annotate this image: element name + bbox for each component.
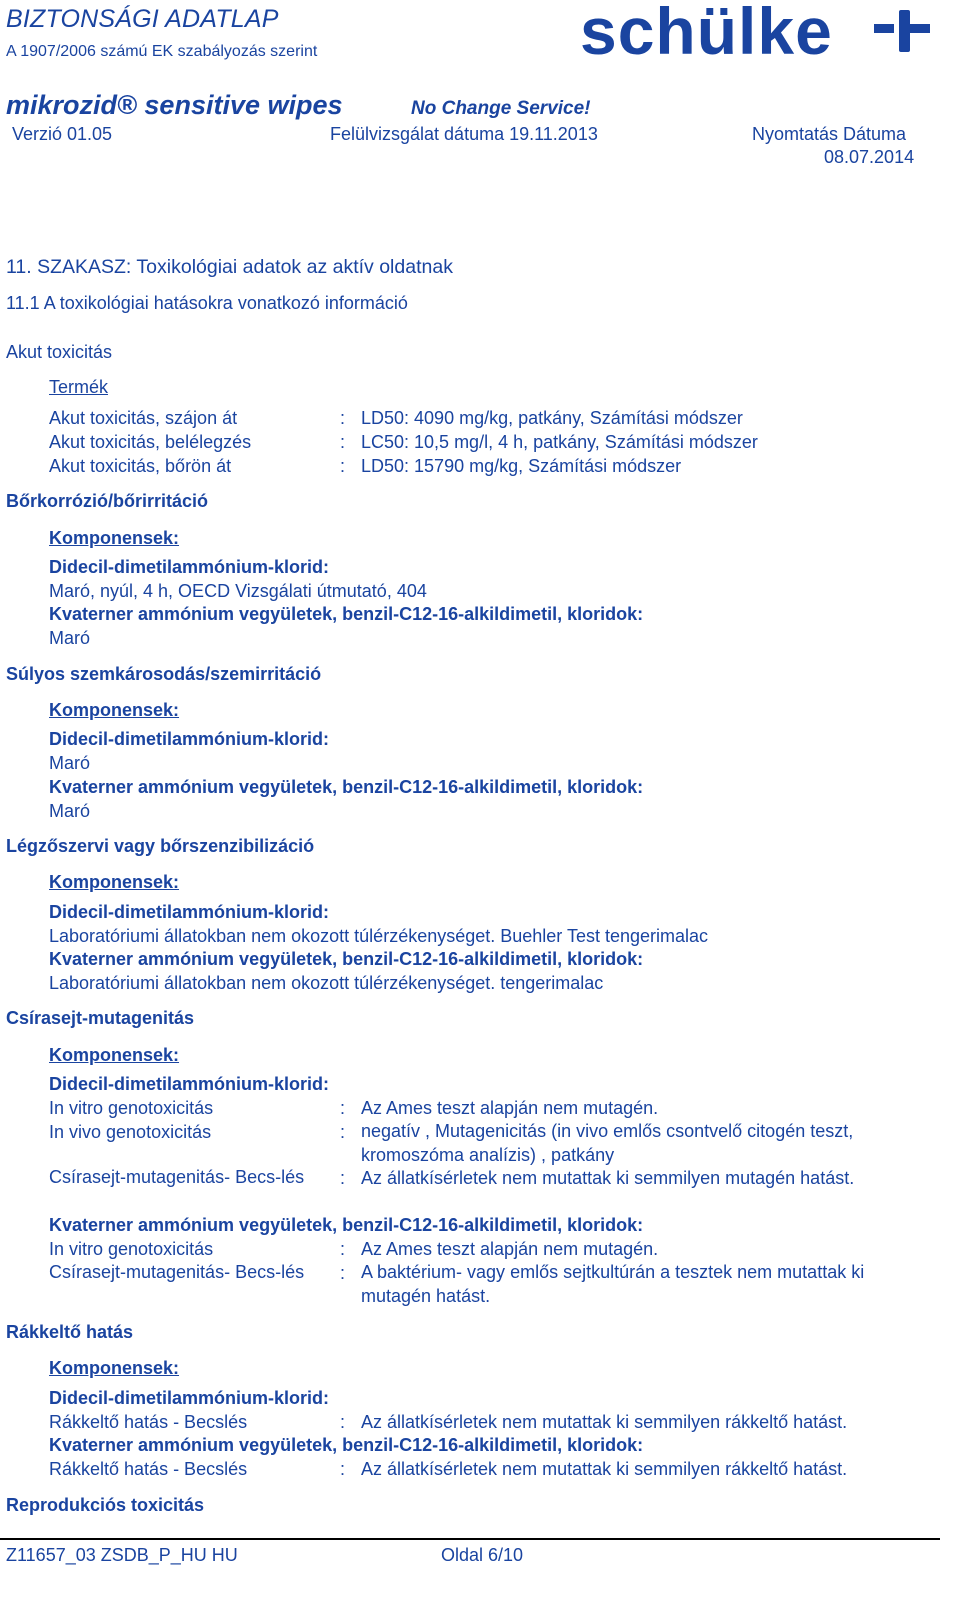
muta-row-value: Az állatkísérletek nem mutattak ki semmilyen mutagén hatást.	[361, 1168, 855, 1188]
muta-row-sep: :	[340, 1168, 346, 1188]
carc-row-label: Rákkeltő hatás - Becslés	[49, 1459, 248, 1479]
muta-row-sep: :	[340, 1122, 346, 1142]
acute-row-sep: :	[340, 432, 346, 452]
eye-components-label: Komponensek:	[49, 700, 180, 720]
acute-row-label: Akut toxicitás, szájon át	[49, 408, 238, 428]
carc-row-sep: :	[340, 1412, 346, 1432]
product-name: mikrozid® sensitive wipes	[6, 90, 343, 120]
acute-row-label: Akut toxicitás, belélegzés	[49, 432, 252, 452]
acute-row-sep: :	[340, 408, 346, 428]
footer-doc-code: Z11657_03 ZSDB_P_HU HU	[6, 1545, 238, 1565]
muta-row-sep: :	[340, 1239, 346, 1259]
muta-components-label: Komponensek:	[49, 1045, 180, 1065]
muta-row-label: Csírasejt-mutagenitás- Becs-lés	[49, 1167, 305, 1187]
eye-component-2: Kvaterner ammónium vegyületek, benzil-C12-16-alkildimetil, kloridok:	[49, 777, 644, 797]
revision-date: Felülvizsgálat dátuma 19.11.2013	[330, 124, 598, 144]
carc-row-sep: :	[340, 1459, 346, 1479]
schulke-logo	[580, 0, 932, 66]
skin-components-label: Komponensek:	[49, 528, 180, 548]
carc-row-label: Rákkeltő hatás - Becslés	[49, 1412, 248, 1432]
muta-row-label: In vivo genotoxicitás	[49, 1122, 212, 1142]
acute-heading: Akut toxicitás	[6, 342, 113, 362]
acute-row-label: Akut toxicitás, bőrön át	[49, 456, 232, 476]
muta-row-sep: :	[340, 1263, 346, 1283]
eye-component-1-text: Maró	[49, 753, 91, 773]
no-change-service: No Change Service!	[411, 98, 591, 119]
carc-component-2: Kvaterner ammónium vegyületek, benzil-C12-16-alkildimetil, kloridok:	[49, 1435, 644, 1455]
muta-component-2: Kvaterner ammónium vegyületek, benzil-C12-16-alkildimetil, kloridok:	[49, 1215, 644, 1235]
skin-heading: Bőrkorrózió/bőrirritáció	[6, 491, 209, 511]
print-date-label: Nyomtatás Dátuma	[752, 124, 907, 144]
muta-heading: Csírasejt-mutagenitás	[6, 1008, 195, 1028]
footer-page-number: Oldal 6/10	[441, 1545, 524, 1565]
section-subtitle: 11.1 A toxikológiai hatásokra vonatkozó információ	[6, 293, 408, 313]
eye-heading: Súlyos szemkárosodás/szemirritáció	[6, 664, 322, 684]
footer-divider	[0, 1538, 940, 1540]
logo-symbol-icon	[874, 10, 930, 52]
sens-components-label: Komponensek:	[49, 872, 180, 892]
skin-component-2-text: Maró	[49, 628, 91, 648]
version: Verzió 01.05	[12, 124, 113, 144]
document-title: BIZTONSÁGI ADATLAP	[6, 5, 279, 33]
muta-component-1: Didecil-dimetilammónium-klorid:	[49, 1074, 330, 1094]
sens-component-1: Didecil-dimetilammónium-klorid:	[49, 902, 330, 922]
carc-row-value: Az állatkísérletek nem mutattak ki semmilyen rákkeltő hatást.	[361, 1412, 848, 1432]
muta-row-value: A baktérium- vagy emlős sejtkultúrán a tesztek nem mutattak ki mutagén hatást.	[361, 1262, 865, 1306]
sens-component-2: Kvaterner ammónium vegyületek, benzil-C12-16-alkildimetil, kloridok:	[49, 949, 644, 969]
muta-row-sep: :	[340, 1098, 346, 1118]
eye-component-1: Didecil-dimetilammónium-klorid:	[49, 729, 330, 749]
skin-component-1-text: Maró, nyúl, 4 h, OECD Vizsgálati útmutató, 404	[49, 581, 427, 601]
acute-row-sep: :	[340, 456, 346, 476]
carc-components-label: Komponensek:	[49, 1358, 180, 1378]
carc-row-value: Az állatkísérletek nem mutattak ki semmilyen rákkeltő hatást.	[361, 1459, 848, 1479]
logo-wordmark: schülke	[580, 0, 833, 66]
sens-component-1-text: Laboratóriumi állatokban nem okozott túlérzékenységet. Buehler Test tengerimalac	[49, 926, 709, 946]
muta-row-value: negatív , Mutagenicitás (in vivo emlős csontvelő citogén teszt, kromoszóma analízis) , patkány	[361, 1121, 854, 1165]
muta-row-label: In vitro genotoxicitás	[49, 1098, 214, 1118]
sens-component-2-text: Laboratóriumi állatokban nem okozott túlérzékenységet. tengerimalac	[49, 973, 604, 993]
skin-component-2: Kvaterner ammónium vegyületek, benzil-C12-16-alkildimetil, kloridok:	[49, 604, 644, 624]
acute-row-value: LD50: 4090 mg/kg, patkány, Számítási módszer	[361, 408, 743, 428]
acute-row-value: LD50: 15790 mg/kg, Számítási módszer	[361, 456, 682, 476]
sens-heading: Légzőszervi vagy bőrszenzibilizáció	[6, 836, 315, 856]
acute-row-value: LC50: 10,5 mg/l, 4 h, patkány, Számítási módszer	[361, 432, 758, 452]
carc-component-1: Didecil-dimetilammónium-klorid:	[49, 1388, 330, 1408]
skin-component-1: Didecil-dimetilammónium-klorid:	[49, 557, 330, 577]
print-date: 08.07.2014	[824, 147, 915, 167]
section-title: 11. SZAKASZ: Toxikológiai adatok az aktív oldatnak	[6, 256, 453, 278]
product-label: Termék	[49, 377, 109, 397]
repro-heading: Reprodukciós toxicitás	[6, 1495, 205, 1515]
muta-row-value: Az Ames teszt alapján nem mutagén.	[361, 1239, 659, 1259]
muta-row-label: Csírasejt-mutagenitás- Becs-lés	[49, 1262, 305, 1282]
eye-component-2-text: Maró	[49, 801, 91, 821]
muta-row-value: Az Ames teszt alapján nem mutagén.	[361, 1098, 659, 1118]
carc-heading: Rákkeltő hatás	[6, 1322, 134, 1342]
muta-row-label: In vitro genotoxicitás	[49, 1239, 214, 1259]
regulation-line: A 1907/2006 számú EK szabályozás szerint	[6, 43, 318, 60]
